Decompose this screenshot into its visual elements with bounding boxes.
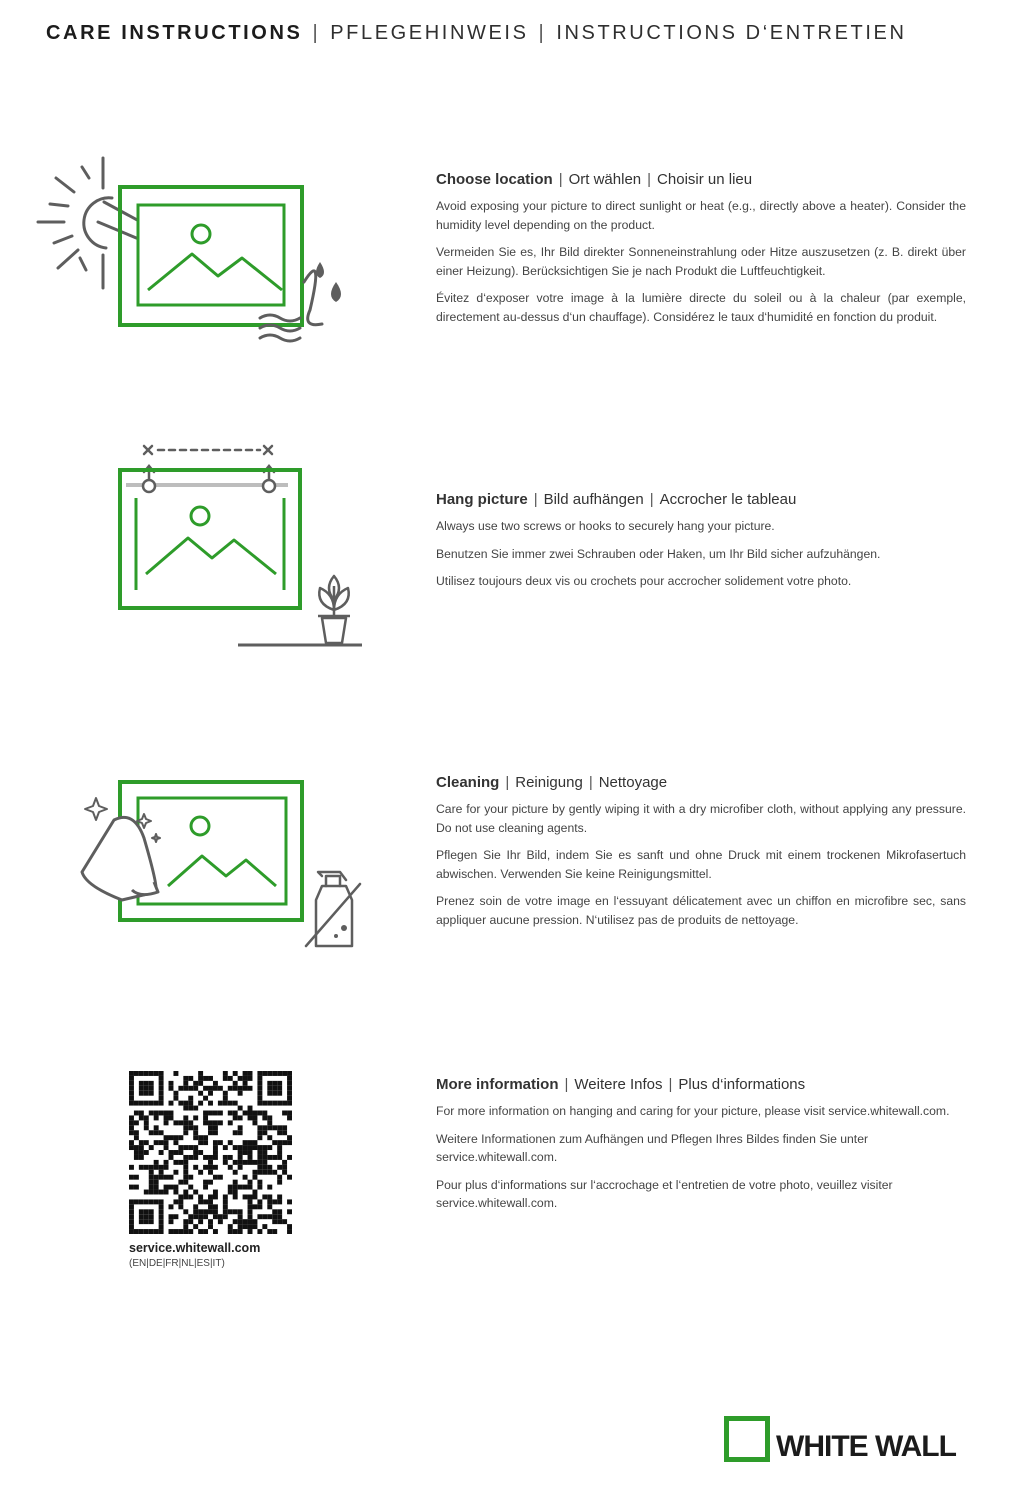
title-fr: Choisir un lieu: [657, 171, 753, 188]
title-separator: |: [588, 774, 593, 791]
header-separator: |: [312, 22, 321, 44]
title-en: Hang picture: [436, 491, 528, 508]
qr-languages: (EN|DE|FR|NL|ES|IT): [129, 1258, 225, 1269]
paragraph-fr: Pour plus d‘informations sur l‘accrochage et l‘entretien de votre photo, veuillez visiter service.whitewall.com.: [436, 1177, 893, 1210]
section-text: [436, 171, 966, 335]
section-text: [436, 1076, 966, 1222]
paragraph-fr: Utilisez toujours deux vis ou crochets pour accrocher solidement votre photo.: [436, 574, 852, 588]
paragraph-de: Weitere Informationen zum Aufhängen und Pflegen Ihres Bildes finden Sie unter service.whitewall.com.: [436, 1131, 869, 1164]
paragraph-de: Pflegen Sie Ihr Bild, indem Sie es sanft und ohne Druck mit einem trockenen Mikrofasertuch abwischen. Verwenden Sie keine Reinigungsmittel.: [436, 848, 966, 881]
title-en: More information: [436, 1076, 559, 1093]
header-title-de: PFLEGEHINWEIS: [330, 22, 529, 44]
paragraph-fr: Prenez soin de votre image en l‘essuyant délicatement avec un chiffon en microfibre sec, sans appliquer aucune pression. N‘utilisez pas de produits de nettoyage.: [436, 894, 966, 927]
page-header: [46, 22, 907, 45]
section-title: [436, 774, 966, 791]
title-en: Cleaning: [436, 774, 500, 791]
paragraph-de: Vermeiden Sie es, Ihr Bild direkter Sonneneinstrahlung oder Hitze auszusetzen (z. B. direkt über einer Heizung). Berücksichtigen Sie je nach Produkt die Luftfeuchtigkeit.: [436, 245, 966, 278]
paragraph-en: Avoid exposing your picture to direct sunlight or heat (e.g., directly above a heater). Consider the humidity level depending on the product.: [436, 199, 966, 232]
whitewall-logo: [724, 1416, 969, 1464]
header-separator: |: [538, 22, 547, 44]
title-fr: Nettoyage: [598, 774, 668, 791]
title-separator: |: [505, 774, 510, 791]
hang-picture-icon: [112, 440, 372, 652]
title-de: Ort wählen: [568, 171, 642, 188]
qr-code[interactable]: [129, 1071, 292, 1234]
paragraph-en: For more information on hanging and caring for your picture, please visit service.whitewall.com.: [436, 1104, 950, 1118]
header-title-en: CARE INSTRUCTIONS: [46, 22, 303, 44]
qr-url-link[interactable]: service.whitewall.com: [129, 1241, 261, 1255]
title-separator: |: [668, 1076, 673, 1093]
title-separator: |: [533, 491, 538, 508]
cleaning-icon: [78, 776, 368, 954]
title-separator: |: [649, 491, 654, 508]
title-fr: Plus d‘informations: [678, 1076, 806, 1093]
title-de: Weitere Infos: [574, 1076, 663, 1093]
section-title: [436, 491, 966, 508]
title-de: Bild aufhängen: [543, 491, 644, 508]
header-title-fr: INSTRUCTIONS D‘ENTRETIEN: [556, 22, 907, 44]
section-title: [436, 1076, 966, 1093]
paragraph-en: Always use two screws or hooks to securely hang your picture.: [436, 519, 775, 533]
title-fr: Accrocher le tableau: [659, 491, 797, 508]
title-de: Reinigung: [515, 774, 583, 791]
section-text: [436, 491, 966, 600]
title-separator: |: [564, 1076, 569, 1093]
section-title: [436, 171, 966, 188]
sunlight-humidity-icon: [34, 150, 354, 345]
title-separator: |: [558, 171, 563, 188]
title-separator: |: [647, 171, 652, 188]
paragraph-de: Benutzen Sie immer zwei Schrauben oder Haken, um Ihr Bild sicher aufzuhängen.: [436, 546, 881, 561]
logo-square-icon: [724, 1416, 770, 1462]
qr-caption: [129, 1241, 260, 1269]
paragraph-en: Care for your picture by gently wiping it with a dry microfiber cloth, without applying any pressure. Do not use cleaning agents.: [436, 802, 966, 835]
logo-text: WHITE WALL: [776, 1430, 956, 1463]
paragraph-fr: Évitez d‘exposer votre image à la lumière directe du soleil ou à la chaleur (par exemple, directement au-dessus d‘un chauffage). Considérez le taux d‘humidité en fonction du produit.: [436, 291, 966, 324]
title-en: Choose location: [436, 171, 553, 188]
section-text: [436, 774, 966, 938]
